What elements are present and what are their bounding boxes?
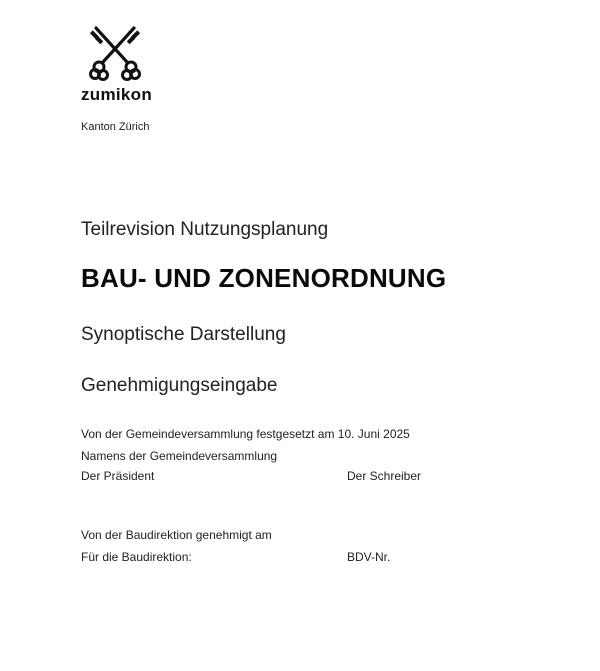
directorate-label: Für die Baudirektion: xyxy=(81,550,192,564)
bdv-number-label: BDV-Nr. xyxy=(347,550,391,564)
document-subtitle: Teilrevision Nutzungsplanung xyxy=(81,219,329,240)
stage-heading: Genehmigungseingabe xyxy=(81,375,278,396)
president-label: Der Präsident xyxy=(81,469,155,483)
approval-line: Von der Baudirektion genehmigt am xyxy=(81,528,272,542)
logo-wordmark: zumikon xyxy=(81,85,153,104)
crossed-keys-icon xyxy=(87,24,143,82)
document-title: BAU- UND ZONENORDNUNG xyxy=(81,263,447,293)
canton-label: Kanton Zürich xyxy=(81,121,150,133)
clerk-label: Der Schreiber xyxy=(347,469,422,483)
assembly-line: Namens der Gemeindeversammlung xyxy=(81,449,278,463)
resolution-line: Von der Gemeindeversammlung festgesetzt am 10. Juni 2025 xyxy=(81,427,410,441)
presentation-heading: Synoptische Darstellung xyxy=(81,324,286,345)
